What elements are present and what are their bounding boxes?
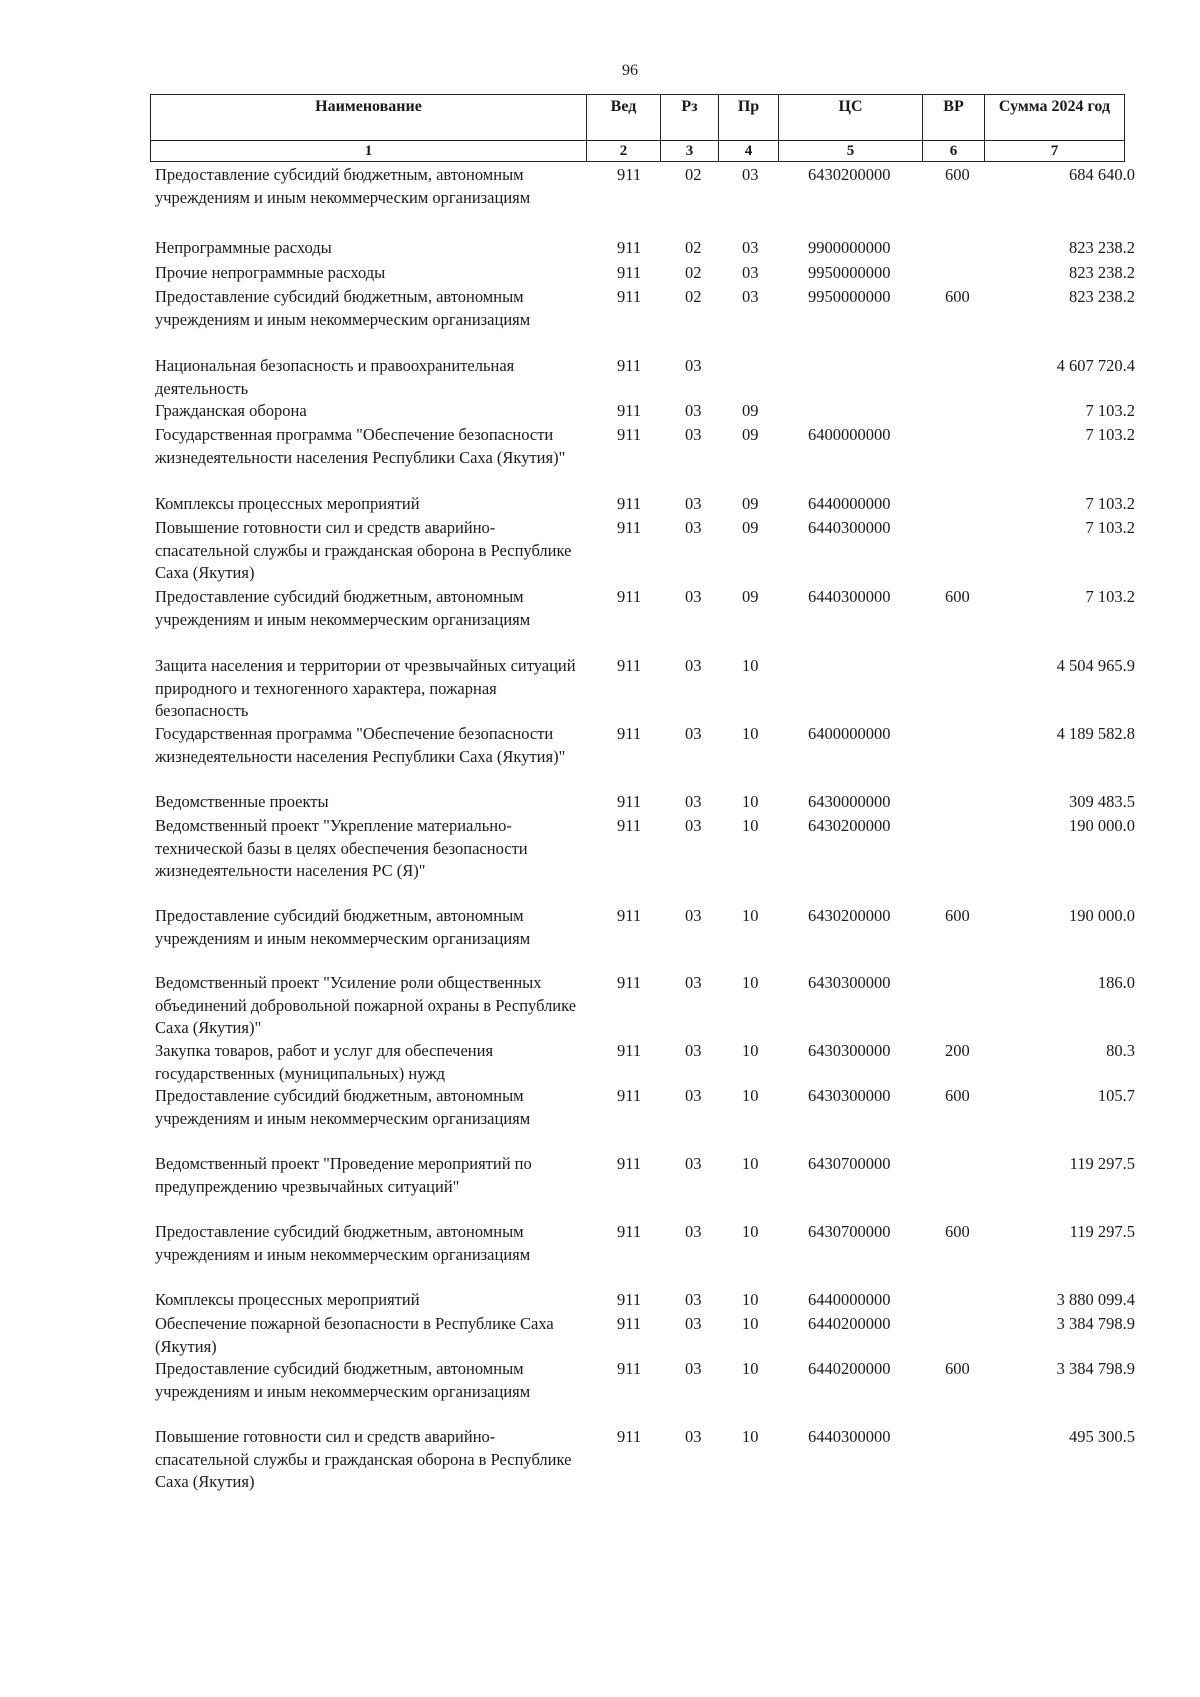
row-cs: 6400000000 [808, 724, 891, 743]
row-cs: 6440300000 [808, 1427, 891, 1446]
row-name: Предоставление субсидий бюджетным, автономным учреждениям и иным некоммерческим организациям [155, 1086, 531, 1128]
row-sum: 495 300.5 [1069, 1427, 1135, 1446]
row-ved: 911 [617, 356, 642, 375]
row-name: Ведомственные проекты [155, 792, 329, 811]
row-sum: 4 189 582.8 [1056, 724, 1135, 743]
row-sum: 309 483.5 [1069, 792, 1135, 811]
row-cs: 9900000000 [808, 238, 891, 257]
row-sum: 186.0 [1097, 973, 1135, 992]
row-vr: 200 [945, 1041, 970, 1060]
row-rz: 02 [685, 287, 702, 306]
row-vr: 600 [945, 906, 970, 925]
row-pr: 10 [742, 1314, 759, 1333]
row-rz: 03 [685, 1359, 702, 1378]
row-sum: 105.7 [1097, 1086, 1135, 1105]
row-cs: 6430300000 [808, 1086, 891, 1105]
row-pr: 10 [742, 792, 759, 811]
row-rz: 03 [685, 906, 702, 925]
row-rz: 03 [685, 1041, 702, 1060]
row-pr: 10 [742, 1222, 759, 1241]
row-pr: 10 [742, 1290, 759, 1309]
row-pr: 10 [742, 973, 759, 992]
row-ved: 911 [617, 165, 642, 184]
row-ved: 911 [617, 1314, 642, 1333]
row-ved: 911 [617, 906, 642, 925]
row-name: Закупка товаров, работ и услуг для обеспечения государственных (муниципальных) нужд [155, 1041, 494, 1083]
table-header [150, 94, 1125, 162]
row-cs: 6430200000 [808, 165, 891, 184]
row-name: Предоставление субсидий бюджетным, автономным учреждениям и иным некоммерческим организациям [155, 165, 531, 207]
row-sum: 4 504 965.9 [1056, 656, 1135, 675]
row-rz: 03 [685, 724, 702, 743]
row-name: Ведомственный проект "Проведение мероприятий по предупреждению чрезвычайных ситуаций" [155, 1154, 532, 1196]
header-rz: Рз [661, 95, 719, 141]
row-pr: 10 [742, 816, 759, 835]
row-ved: 911 [617, 518, 642, 537]
row-cs: 6440300000 [808, 587, 891, 606]
row-rz: 03 [685, 792, 702, 811]
row-rz: 03 [685, 973, 702, 992]
row-rz: 03 [685, 1314, 702, 1333]
row-pr: 03 [742, 287, 759, 306]
row-cs: 6440300000 [808, 518, 891, 537]
row-cs: 6430700000 [808, 1154, 891, 1173]
column-number: 7 [985, 141, 1125, 162]
header-vr: ВР [923, 95, 985, 141]
row-rz: 03 [685, 816, 702, 835]
row-pr: 10 [742, 1086, 759, 1105]
row-sum: 80.3 [1106, 1041, 1135, 1060]
row-ved: 911 [617, 1359, 642, 1378]
row-pr: 10 [742, 906, 759, 925]
row-name: Непрограммные расходы [155, 238, 332, 257]
row-name: Государственная программа "Обеспечение безопасности жизнедеятельности населения Республики Саха (Якутия)" [155, 425, 566, 467]
row-ved: 911 [617, 1222, 642, 1241]
row-sum: 190 000.0 [1069, 906, 1135, 925]
row-sum: 119 297.5 [1069, 1154, 1135, 1173]
row-cs: 6430200000 [808, 906, 891, 925]
row-pr: 10 [742, 1041, 759, 1060]
row-sum: 7 103.2 [1085, 518, 1135, 537]
column-number: 1 [151, 141, 587, 162]
row-cs: 6430700000 [808, 1222, 891, 1241]
row-name: Ведомственный проект "Усиление роли общественных объединений добровольной пожарной охраны в Республике Саха (Якутия)" [155, 973, 577, 1037]
row-rz: 02 [685, 165, 702, 184]
row-cs: 9950000000 [808, 287, 891, 306]
row-ved: 911 [617, 587, 642, 606]
row-name: Защита населения и территории от чрезвычайных ситуаций природного и техногенного характера, пожарная безопасность [155, 656, 576, 720]
row-sum: 190 000.0 [1069, 816, 1135, 835]
row-vr: 600 [945, 1086, 970, 1105]
row-pr: 09 [742, 494, 759, 513]
row-name: Повышение готовности сил и средств аварийно-спасательной службы и гражданская оборона в Республике Саха (Якутия) [155, 1427, 572, 1491]
row-name: Предоставление субсидий бюджетным, автономным учреждениям и иным некоммерческим организациям [155, 1359, 531, 1401]
row-sum: 7 103.2 [1085, 425, 1135, 444]
row-ved: 911 [617, 724, 642, 743]
row-rz: 03 [685, 401, 702, 420]
row-pr: 10 [742, 1154, 759, 1173]
row-sum: 7 103.2 [1085, 401, 1135, 420]
column-number: 5 [779, 141, 923, 162]
row-pr: 10 [742, 656, 759, 675]
row-rz: 03 [685, 1222, 702, 1241]
row-name: Гражданская оборона [155, 401, 307, 420]
row-name: Государственная программа "Обеспечение безопасности жизнедеятельности населения Республики Саха (Якутия)" [155, 724, 566, 766]
row-ved: 911 [617, 425, 642, 444]
row-cs: 6430000000 [808, 792, 891, 811]
row-rz: 03 [685, 1154, 702, 1173]
row-rz: 03 [685, 587, 702, 606]
row-ved: 911 [617, 1086, 642, 1105]
row-rz: 03 [685, 1086, 702, 1105]
row-cs: 6440000000 [808, 1290, 891, 1309]
row-sum: 684 640.0 [1069, 165, 1135, 184]
column-number: 3 [661, 141, 719, 162]
row-ved: 911 [617, 1427, 642, 1446]
row-pr: 09 [742, 425, 759, 444]
row-ved: 911 [617, 238, 642, 257]
row-pr: 10 [742, 1359, 759, 1378]
row-name: Предоставление субсидий бюджетным, автономным учреждениям и иным некоммерческим организациям [155, 287, 531, 329]
row-sum: 3 384 798.9 [1056, 1314, 1135, 1333]
row-sum: 7 103.2 [1085, 494, 1135, 513]
row-cs: 6440200000 [808, 1314, 891, 1333]
row-pr: 03 [742, 238, 759, 257]
row-name: Прочие непрограммные расходы [155, 263, 386, 282]
row-rz: 03 [685, 1427, 702, 1446]
row-rz: 03 [685, 356, 702, 375]
header-cs: ЦС [779, 95, 923, 141]
row-name: Обеспечение пожарной безопасности в Республике Саха (Якутия) [155, 1314, 554, 1356]
row-rz: 02 [685, 238, 702, 257]
row-cs: 6400000000 [808, 425, 891, 444]
row-rz: 03 [685, 425, 702, 444]
row-name: Предоставление субсидий бюджетным, автономным учреждениям и иным некоммерческим организациям [155, 906, 531, 948]
row-pr: 03 [742, 263, 759, 282]
column-number: 4 [719, 141, 779, 162]
row-name: Предоставление субсидий бюджетным, автономным учреждениям и иным некоммерческим организациям [155, 1222, 531, 1264]
row-name: Повышение готовности сил и средств аварийно-спасательной службы и гражданская оборона в Республике Саха (Якутия) [155, 518, 572, 582]
row-rz: 03 [685, 494, 702, 513]
row-name: Национальная безопасность и правоохранительная деятельность [155, 356, 515, 398]
row-pr: 09 [742, 587, 759, 606]
row-pr: 10 [742, 1427, 759, 1446]
row-vr: 600 [945, 1222, 970, 1241]
row-pr: 10 [742, 724, 759, 743]
header-ved: Вед [587, 95, 661, 141]
row-sum: 3 384 798.9 [1056, 1359, 1135, 1378]
row-cs: 6440200000 [808, 1359, 891, 1378]
row-sum: 823 238.2 [1069, 238, 1135, 257]
row-ved: 911 [617, 263, 642, 282]
row-name: Предоставление субсидий бюджетным, автономным учреждениям и иным некоммерческим организациям [155, 587, 531, 629]
row-vr: 600 [945, 165, 970, 184]
row-ved: 911 [617, 816, 642, 835]
row-ved: 911 [617, 401, 642, 420]
row-ved: 911 [617, 1041, 642, 1060]
row-sum: 823 238.2 [1069, 263, 1135, 282]
row-ved: 911 [617, 656, 642, 675]
row-name: Комплексы процессных мероприятий [155, 494, 420, 513]
page-number: 96 [622, 62, 638, 79]
row-ved: 911 [617, 973, 642, 992]
row-cs: 9950000000 [808, 263, 891, 282]
row-vr: 600 [945, 287, 970, 306]
column-number: 6 [923, 141, 985, 162]
row-sum: 3 880 099.4 [1056, 1290, 1135, 1309]
row-rz: 02 [685, 263, 702, 282]
row-sum: 4 607 720.4 [1056, 356, 1135, 375]
row-ved: 911 [617, 792, 642, 811]
row-vr: 600 [945, 587, 970, 606]
row-sum: 119 297.5 [1069, 1222, 1135, 1241]
row-pr: 03 [742, 165, 759, 184]
header-name: Наименование [151, 95, 587, 141]
row-sum: 823 238.2 [1069, 287, 1135, 306]
row-cs: 6430300000 [808, 1041, 891, 1060]
row-vr: 600 [945, 1359, 970, 1378]
row-rz: 03 [685, 518, 702, 537]
row-cs: 6430300000 [808, 973, 891, 992]
row-rz: 03 [685, 1290, 702, 1309]
row-ved: 911 [617, 1154, 642, 1173]
row-pr: 09 [742, 401, 759, 420]
row-cs: 6430200000 [808, 816, 891, 835]
row-ved: 911 [617, 494, 642, 513]
row-name: Ведомственный проект "Укрепление материально-технической базы в целях обеспечения безопасности жизнедеятельности населения РС (Я)" [155, 816, 528, 880]
header-pr: Пр [719, 95, 779, 141]
row-pr: 09 [742, 518, 759, 537]
row-ved: 911 [617, 1290, 642, 1309]
row-cs: 6440000000 [808, 494, 891, 513]
header-sum: Сумма 2024 год [985, 95, 1125, 141]
row-rz: 03 [685, 656, 702, 675]
row-name: Комплексы процессных мероприятий [155, 1290, 420, 1309]
row-sum: 7 103.2 [1085, 587, 1135, 606]
column-number: 2 [587, 141, 661, 162]
row-ved: 911 [617, 287, 642, 306]
